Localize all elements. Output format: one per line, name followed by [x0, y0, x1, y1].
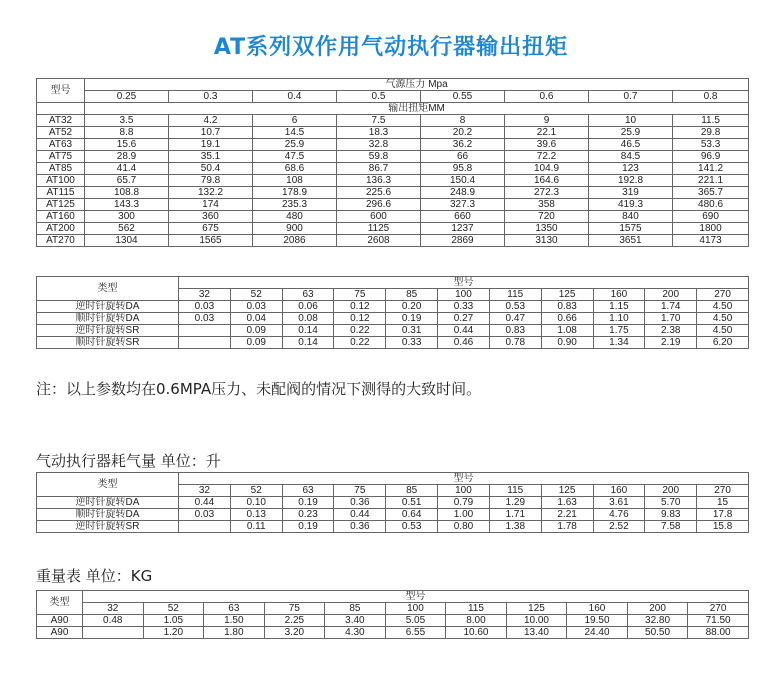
value-cell: 2.25 — [264, 615, 325, 627]
size-row — [37, 603, 749, 615]
value-cell: 1350 — [505, 223, 589, 235]
model-cell: AT115 — [37, 187, 85, 199]
pressure-cell: 0.7 — [589, 91, 673, 103]
size-cell: 85 — [325, 603, 386, 615]
size-cell: 160 — [593, 485, 645, 497]
value-cell: 0.20 — [386, 301, 438, 313]
value-cell: 1.08 — [541, 325, 593, 337]
size-cell: 160 — [567, 603, 628, 615]
table-row — [37, 115, 749, 127]
value-cell: 7.5 — [337, 115, 421, 127]
value-cell: 9 — [505, 115, 589, 127]
size-cell: 75 — [264, 603, 325, 615]
value-cell: 3.61 — [593, 497, 645, 509]
table-row — [37, 509, 749, 521]
table-row — [37, 325, 749, 337]
value-cell: 0.53 — [386, 521, 438, 533]
size-cell: 75 — [334, 289, 386, 301]
value-cell: 5.70 — [645, 497, 697, 509]
pressure-cell: 0.3 — [169, 91, 253, 103]
model-cell: AT125 — [37, 199, 85, 211]
value-cell: 0.48 — [83, 615, 144, 627]
value-cell: 0.64 — [386, 509, 438, 521]
value-cell: 690 — [673, 211, 749, 223]
size-cell: 100 — [438, 289, 490, 301]
value-cell: 296.6 — [337, 199, 421, 211]
value-cell: 0.79 — [438, 497, 490, 509]
value-cell: 0.83 — [489, 325, 541, 337]
value-cell: 0.31 — [386, 325, 438, 337]
value-cell: 600 — [337, 211, 421, 223]
table-row — [37, 211, 749, 223]
table-row — [37, 175, 749, 187]
time-table — [36, 276, 749, 349]
pressure-cell: 0.25 — [85, 91, 169, 103]
value-cell: 1.29 — [489, 497, 541, 509]
value-cell: 0.90 — [541, 337, 593, 349]
value-cell: 36.2 — [421, 139, 505, 151]
value-cell: 25.9 — [589, 127, 673, 139]
model-cell: AT270 — [37, 235, 85, 247]
size-cell: 75 — [334, 485, 386, 497]
value-cell: 8 — [421, 115, 505, 127]
value-cell: 32.8 — [337, 139, 421, 151]
pressure-cell: 0.6 — [505, 91, 589, 103]
table-row — [37, 615, 749, 627]
value-cell: 164.6 — [505, 175, 589, 187]
value-cell: 192.8 — [589, 175, 673, 187]
value-cell: 72.2 — [505, 151, 589, 163]
value-cell: 18.3 — [337, 127, 421, 139]
value-cell: 50.4 — [169, 163, 253, 175]
value-cell: 0.46 — [438, 337, 490, 349]
size-cell: 200 — [645, 289, 697, 301]
model-cell: AT85 — [37, 163, 85, 175]
type-header: 类型 — [37, 277, 179, 301]
model-cell: AT100 — [37, 175, 85, 187]
output-header: 输出扭矩MM — [85, 103, 749, 115]
value-cell: 178.9 — [253, 187, 337, 199]
value-cell: 32.80 — [627, 615, 688, 627]
type-header: 类型 — [37, 591, 83, 615]
value-cell: 1.71 — [489, 509, 541, 521]
value-cell: 104.9 — [505, 163, 589, 175]
value-cell: 15 — [697, 497, 749, 509]
value-cell: 0.09 — [230, 325, 282, 337]
value-cell: 3130 — [505, 235, 589, 247]
weight-table — [36, 590, 749, 639]
value-cell: 0.33 — [438, 301, 490, 313]
value-cell: 71.50 — [688, 615, 749, 627]
value-cell: 0.36 — [334, 521, 386, 533]
value-cell: 1237 — [421, 223, 505, 235]
value-cell: 8.8 — [85, 127, 169, 139]
value-cell: 2.52 — [593, 521, 645, 533]
value-cell: 39.6 — [505, 139, 589, 151]
value-cell: 0.08 — [282, 313, 334, 325]
size-cell: 125 — [506, 603, 567, 615]
value-cell — [179, 337, 231, 349]
value-cell: 0.44 — [334, 509, 386, 521]
pressure-cell: 0.8 — [673, 91, 749, 103]
value-cell: 17.8 — [697, 509, 749, 521]
value-cell: 50.50 — [627, 627, 688, 639]
size-cell: 63 — [282, 289, 334, 301]
value-cell: 35.1 — [169, 151, 253, 163]
model-cell: AT52 — [37, 127, 85, 139]
value-cell: 3651 — [589, 235, 673, 247]
model-header: 型号 — [83, 591, 749, 603]
value-cell: 1.00 — [438, 509, 490, 521]
value-cell — [179, 521, 231, 533]
value-cell: 0.27 — [438, 313, 490, 325]
size-cell: 160 — [593, 289, 645, 301]
value-cell: 0.12 — [334, 301, 386, 313]
size-cell: 125 — [541, 289, 593, 301]
pressure-values-row — [37, 91, 749, 103]
value-cell: 248.9 — [421, 187, 505, 199]
value-cell: 123 — [589, 163, 673, 175]
value-cell: 0.83 — [541, 301, 593, 313]
table-row — [37, 151, 749, 163]
value-cell: 0.19 — [282, 497, 334, 509]
value-cell: 41.4 — [85, 163, 169, 175]
value-cell: 1.38 — [489, 521, 541, 533]
size-cell: 100 — [385, 603, 446, 615]
value-cell: 86.7 — [337, 163, 421, 175]
size-cell: 100 — [438, 485, 490, 497]
value-cell: 0.33 — [386, 337, 438, 349]
value-cell: 2.38 — [645, 325, 697, 337]
value-cell: 68.6 — [253, 163, 337, 175]
value-cell: 1.75 — [593, 325, 645, 337]
value-cell: 419.3 — [589, 199, 673, 211]
value-cell: 0.09 — [230, 337, 282, 349]
value-cell: 319 — [589, 187, 673, 199]
value-cell: 14.5 — [253, 127, 337, 139]
value-cell: 1800 — [673, 223, 749, 235]
value-cell: 720 — [505, 211, 589, 223]
value-cell: 13.40 — [506, 627, 567, 639]
value-cell: 0.10 — [230, 497, 282, 509]
value-cell: 1.20 — [143, 627, 204, 639]
value-cell: 0.13 — [230, 509, 282, 521]
row-label-cell: 顺时针旋转SR — [37, 337, 179, 349]
value-cell: 15.8 — [697, 521, 749, 533]
value-cell: 675 — [169, 223, 253, 235]
value-cell: 0.03 — [179, 301, 231, 313]
value-cell: 1565 — [169, 235, 253, 247]
value-cell: 19.50 — [567, 615, 628, 627]
value-cell: 360 — [169, 211, 253, 223]
value-cell: 358 — [505, 199, 589, 211]
value-cell: 2608 — [337, 235, 421, 247]
value-cell: 0.80 — [438, 521, 490, 533]
value-cell: 11.5 — [673, 115, 749, 127]
table-row — [37, 235, 749, 247]
size-cell: 85 — [386, 289, 438, 301]
value-cell: 6.55 — [385, 627, 446, 639]
air-consumption-table — [36, 472, 749, 533]
value-cell: 221.1 — [673, 175, 749, 187]
table-row — [37, 301, 749, 313]
value-cell: 1.50 — [204, 615, 265, 627]
row-label-cell: 逆时针旋转DA — [37, 497, 179, 509]
size-cell: 115 — [446, 603, 507, 615]
value-cell: 1.70 — [645, 313, 697, 325]
value-cell: 0.03 — [230, 301, 282, 313]
row-label-cell: 顺时针旋转DA — [37, 313, 179, 325]
pressure-cell: 0.4 — [253, 91, 337, 103]
row-label-cell: 顺时针旋转DA — [37, 509, 179, 521]
type-header: 类型 — [37, 473, 179, 497]
size-cell: 63 — [204, 603, 265, 615]
table-row — [37, 627, 749, 639]
value-cell: 0.19 — [386, 313, 438, 325]
value-cell: 59.8 — [337, 151, 421, 163]
value-cell: 96.9 — [673, 151, 749, 163]
torque-header-row — [37, 79, 749, 91]
value-cell: 25.9 — [253, 139, 337, 151]
model-cell: AT63 — [37, 139, 85, 151]
row-label-cell: 逆时针旋转SR — [37, 325, 179, 337]
size-cell: 63 — [282, 485, 334, 497]
value-cell: 132.2 — [169, 187, 253, 199]
table-row — [37, 187, 749, 199]
pressure-cell: 0.55 — [421, 91, 505, 103]
value-cell: 0.44 — [438, 325, 490, 337]
table-row — [37, 313, 749, 325]
value-cell: 0.14 — [282, 337, 334, 349]
value-cell: 660 — [421, 211, 505, 223]
value-cell: 2.21 — [541, 509, 593, 521]
value-cell: 47.5 — [253, 151, 337, 163]
value-cell: 4.50 — [697, 325, 749, 337]
value-cell: 480 — [253, 211, 337, 223]
value-cell: 562 — [85, 223, 169, 235]
value-cell: 66 — [421, 151, 505, 163]
model-header: 型号 — [179, 277, 749, 289]
value-cell: 9.83 — [645, 509, 697, 521]
table-row — [37, 127, 749, 139]
value-cell: 6 — [253, 115, 337, 127]
value-cell: 300 — [85, 211, 169, 223]
value-cell: 88.00 — [688, 627, 749, 639]
value-cell: 1304 — [85, 235, 169, 247]
size-cell: 270 — [697, 289, 749, 301]
size-cell: 32 — [83, 603, 144, 615]
value-cell: 272.3 — [505, 187, 589, 199]
value-cell: 20.2 — [421, 127, 505, 139]
value-cell: 6.20 — [697, 337, 749, 349]
value-cell: 0.03 — [179, 509, 231, 521]
value-cell: 480.6 — [673, 199, 749, 211]
value-cell: 7.58 — [645, 521, 697, 533]
row-label-cell: A90 — [37, 615, 83, 627]
value-cell: 143.3 — [85, 199, 169, 211]
value-cell: 1125 — [337, 223, 421, 235]
value-cell: 0.14 — [282, 325, 334, 337]
value-cell: 0.04 — [230, 313, 282, 325]
size-cell: 125 — [541, 485, 593, 497]
size-cell: 200 — [627, 603, 688, 615]
model-cell: AT75 — [37, 151, 85, 163]
torque-table — [36, 78, 749, 247]
value-cell: 108.8 — [85, 187, 169, 199]
pressure-cell: 0.5 — [337, 91, 421, 103]
size-cell: 270 — [697, 485, 749, 497]
value-cell: 29.8 — [673, 127, 749, 139]
model-header: 型号 — [37, 79, 85, 103]
value-cell: 4.76 — [593, 509, 645, 521]
value-cell: 0.53 — [489, 301, 541, 313]
value-cell: 5.05 — [385, 615, 446, 627]
size-cell: 200 — [645, 485, 697, 497]
size-cell: 52 — [230, 485, 282, 497]
value-cell: 10.00 — [506, 615, 567, 627]
value-cell: 150.4 — [421, 175, 505, 187]
page-title: AT系列双作用气动执行器输出扭矩 — [213, 35, 569, 60]
value-cell: 4.30 — [325, 627, 386, 639]
value-cell: 2869 — [421, 235, 505, 247]
size-cell: 32 — [179, 485, 231, 497]
value-cell: 19.1 — [169, 139, 253, 151]
value-cell: 10.7 — [169, 127, 253, 139]
value-cell: 0.51 — [386, 497, 438, 509]
size-cell: 85 — [386, 485, 438, 497]
value-cell: 900 — [253, 223, 337, 235]
value-cell: 10.60 — [446, 627, 507, 639]
value-cell: 28.9 — [85, 151, 169, 163]
value-cell: 4.50 — [697, 301, 749, 313]
value-cell: 95.8 — [421, 163, 505, 175]
value-cell: 3.5 — [85, 115, 169, 127]
value-cell: 840 — [589, 211, 673, 223]
size-cell: 115 — [489, 485, 541, 497]
air-consumption-title: 气动执行器耗气量 单位：升 — [36, 452, 221, 470]
value-cell: 1.05 — [143, 615, 204, 627]
value-cell: 2.19 — [645, 337, 697, 349]
table-row — [37, 337, 749, 349]
table-row — [37, 223, 749, 235]
table-row — [37, 139, 749, 151]
table-row — [37, 521, 749, 533]
value-cell: 22.1 — [505, 127, 589, 139]
value-cell: 4.2 — [169, 115, 253, 127]
model-cell: AT32 — [37, 115, 85, 127]
value-cell: 79.8 — [169, 175, 253, 187]
value-cell: 365.7 — [673, 187, 749, 199]
value-cell: 136.3 — [337, 175, 421, 187]
size-cell: 52 — [230, 289, 282, 301]
table-row — [37, 497, 749, 509]
output-header-row — [37, 103, 749, 115]
weight-title: 重量表 单位：KG — [36, 567, 153, 585]
value-cell: 0.23 — [282, 509, 334, 521]
value-cell: 53.3 — [673, 139, 749, 151]
table-row — [37, 163, 749, 175]
value-cell — [179, 325, 231, 337]
value-cell: 1.10 — [593, 313, 645, 325]
value-cell: 0.22 — [334, 337, 386, 349]
value-cell: 46.5 — [589, 139, 673, 151]
row-label-cell: 逆时针旋转SR — [37, 521, 179, 533]
value-cell: 2086 — [253, 235, 337, 247]
value-cell: 0.03 — [179, 313, 231, 325]
value-cell: 1.78 — [541, 521, 593, 533]
value-cell: 0.78 — [489, 337, 541, 349]
value-cell: 4173 — [673, 235, 749, 247]
value-cell: 0.06 — [282, 301, 334, 313]
value-cell: 141.2 — [673, 163, 749, 175]
value-cell: 0.11 — [230, 521, 282, 533]
size-cell: 52 — [143, 603, 204, 615]
value-cell: 0.22 — [334, 325, 386, 337]
value-cell: 0.36 — [334, 497, 386, 509]
value-cell: 1.15 — [593, 301, 645, 313]
size-cell: 115 — [489, 289, 541, 301]
size-cell: 270 — [688, 603, 749, 615]
value-cell: 84.5 — [589, 151, 673, 163]
value-cell: 15.6 — [85, 139, 169, 151]
value-cell: 4.50 — [697, 313, 749, 325]
value-cell: 1.34 — [593, 337, 645, 349]
value-cell: 8.00 — [446, 615, 507, 627]
value-cell: 24.40 — [567, 627, 628, 639]
value-cell: 10 — [589, 115, 673, 127]
value-cell: 0.66 — [541, 313, 593, 325]
value-cell: 0.12 — [334, 313, 386, 325]
pressure-header: 气源压力 Mpa — [85, 79, 749, 91]
value-cell: 0.44 — [179, 497, 231, 509]
value-cell — [83, 627, 144, 639]
value-cell: 0.19 — [282, 521, 334, 533]
model-cell: AT200 — [37, 223, 85, 235]
value-cell: 1.80 — [204, 627, 265, 639]
model-cell: AT160 — [37, 211, 85, 223]
value-cell: 1.74 — [645, 301, 697, 313]
value-cell: 174 — [169, 199, 253, 211]
note-text: 注：以上参数均在0.6MPA压力、未配阀的情况下测得的大致时间。 — [36, 380, 482, 398]
row-label-cell: A90 — [37, 627, 83, 639]
value-cell: 1575 — [589, 223, 673, 235]
value-cell: 1.63 — [541, 497, 593, 509]
value-cell: 108 — [253, 175, 337, 187]
value-cell: 235.3 — [253, 199, 337, 211]
value-cell: 0.47 — [489, 313, 541, 325]
model-header: 型号 — [179, 473, 749, 485]
value-cell: 327.3 — [421, 199, 505, 211]
table-row — [37, 199, 749, 211]
size-cell: 32 — [179, 289, 231, 301]
value-cell: 225.6 — [337, 187, 421, 199]
value-cell: 3.20 — [264, 627, 325, 639]
value-cell: 3.40 — [325, 615, 386, 627]
row-label-cell: 逆时针旋转DA — [37, 301, 179, 313]
value-cell: 65.7 — [85, 175, 169, 187]
